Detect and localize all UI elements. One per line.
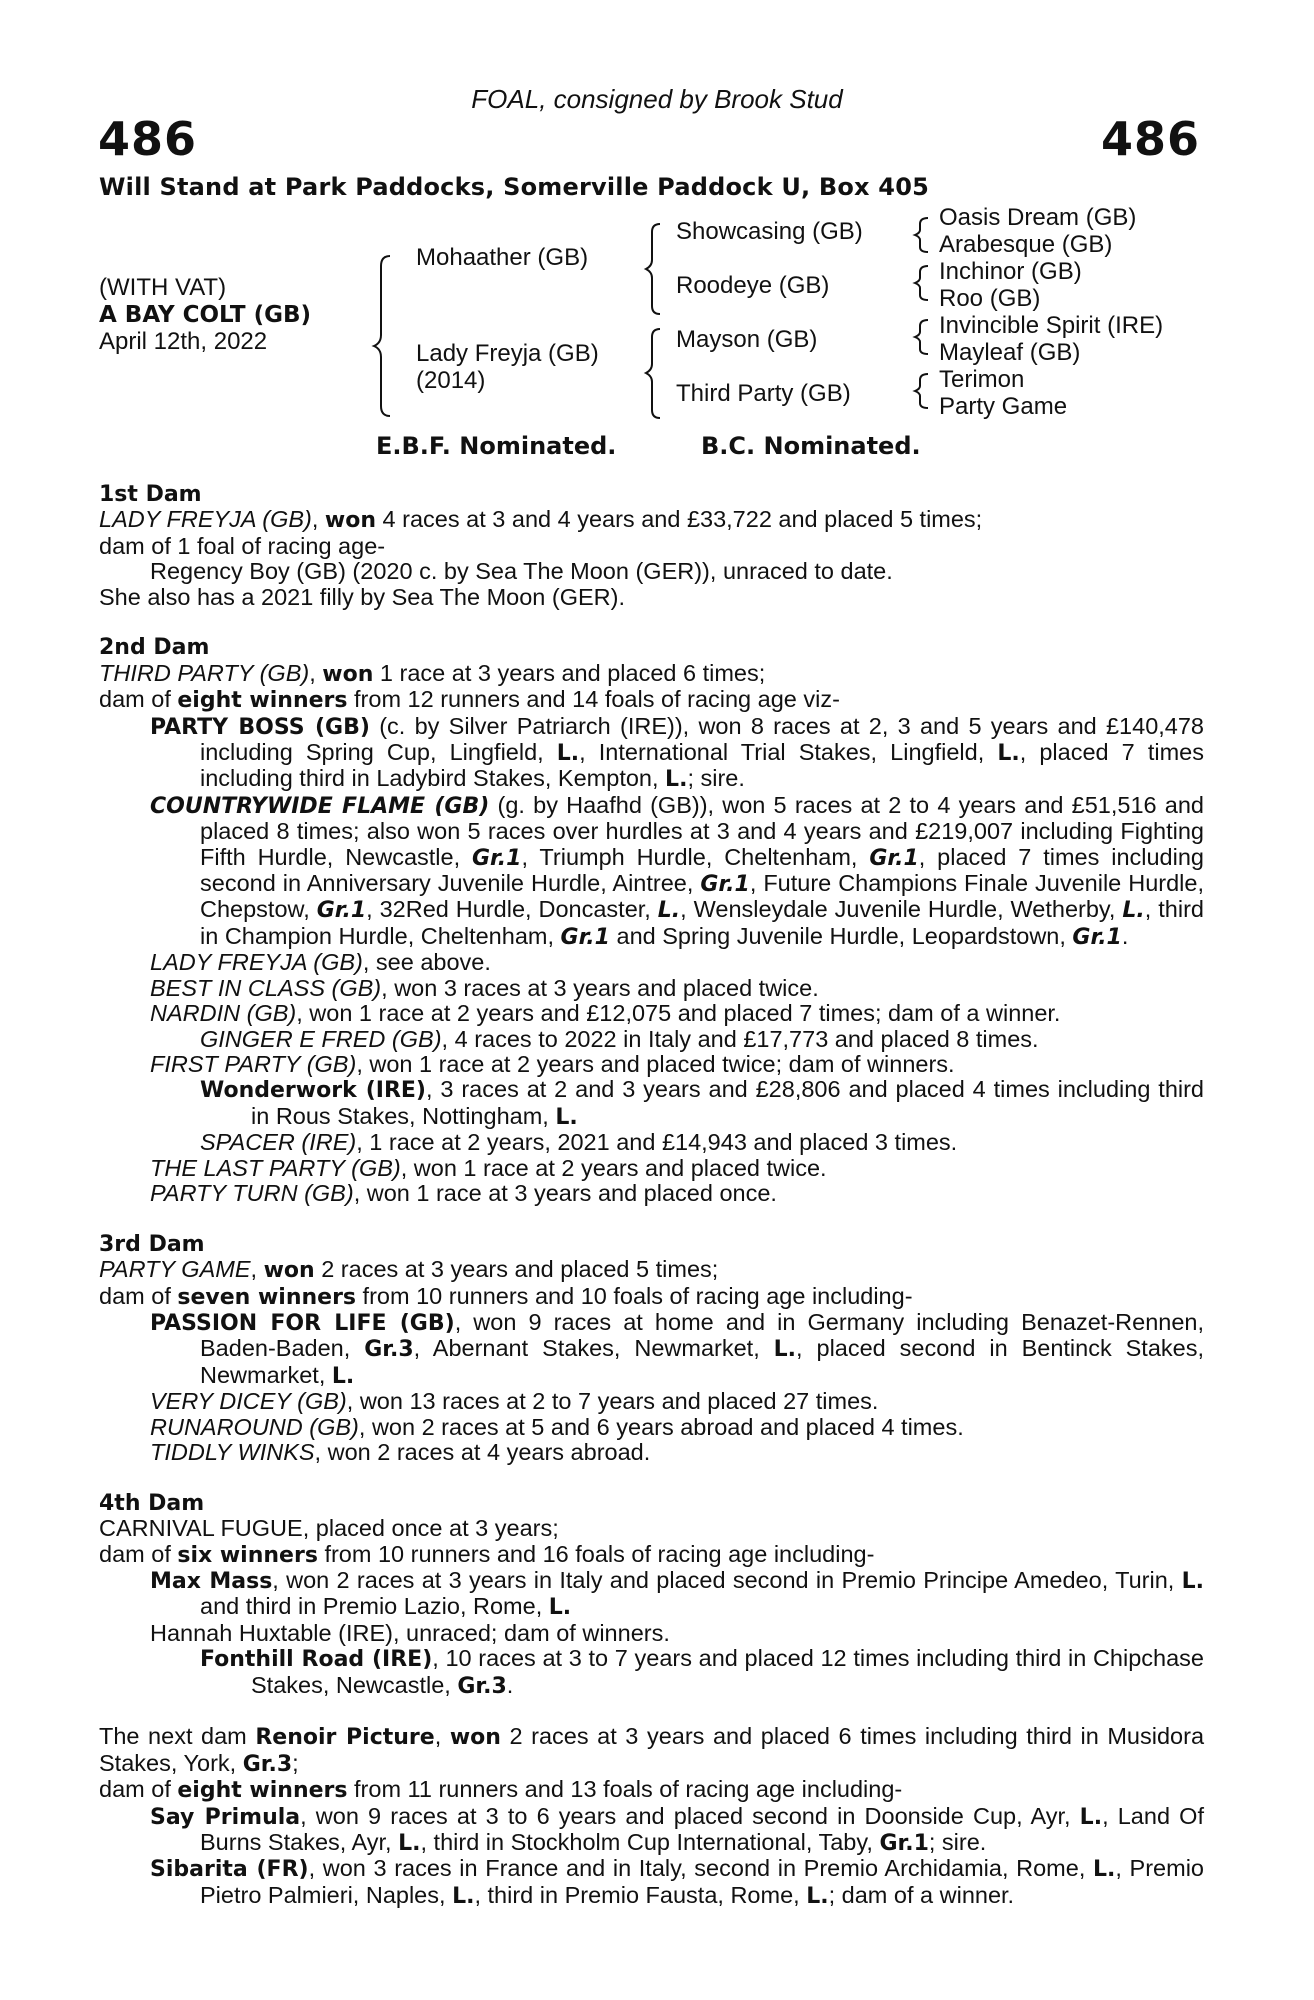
text: , Abernant Stakes, Newmarket, [413,1335,774,1362]
text: ; dam of a winner. [828,1881,1015,1908]
second-dam-heading: 2nd Dam [99,635,210,661]
text: from 10 runners and 10 foals of racing age including- [356,1282,913,1309]
listed-mark: L. [806,1883,829,1909]
text: . [1121,922,1129,949]
produce-tiddly-winks [99,1440,1204,1465]
text: , [309,659,323,686]
produce-countrywide-flame [99,793,1204,950]
produce-the-last-party [99,1156,1204,1181]
stable-location: Will Stand at Park Paddocks, Somerville Paddock U, Box 405 [99,173,929,201]
produce-best-in-class [99,976,1204,1001]
group-mark: Gr.3 [364,1337,414,1363]
text: and third in Premio Lazio, Rome, [200,1593,549,1620]
text: , won 1 race at 2 years and £12,075 and placed 7 times; dam of a winner. [296,1000,1061,1027]
produce-lady-freyja [99,950,1204,975]
listed-mark: L. [398,1831,421,1857]
listed-mark: L. [665,767,688,793]
text: , won 9 races at home and in Germany including Benazet-Rennen, Baden-Baden, [200,1308,1205,1362]
horse-name: Max Mass [150,1569,273,1595]
listed-mark: L. [773,1337,797,1363]
text: from 11 runners and 13 foals of racing age including- [347,1776,903,1803]
text: , placed second in Bentinck Stakes, Newmarket, [200,1335,1204,1388]
second-dam-line [99,661,1204,687]
horse-name: THE LAST PARTY (GB) [150,1154,401,1181]
produce-very-dicey [99,1389,1204,1414]
text: , Premio Pietro Palmieri, Naples, [200,1855,1204,1908]
pedigree-gen2-3: Mayson (GB) [676,326,818,353]
horse-name: LADY FREYJA (GB) [99,506,312,533]
text: , third in Premio Fausta, Rome, [474,1881,807,1908]
horse-name: Wonderwork (IRE) [200,1078,426,1104]
horse-name: FIRST PARTY (GB) [150,1050,357,1077]
horse-name: Fonthill Road (IRE) [200,1647,433,1673]
text: ; [292,1749,299,1776]
text: , won 1 race at 2 years and placed twice. [400,1154,827,1181]
catalogue-body [99,482,1204,1909]
dam-year: (2014) [416,367,486,394]
text: , [250,1256,264,1283]
produce-nardin [99,1001,1204,1026]
text: and Spring Juvenile Hurdle, Leopardstown, [609,922,1073,949]
text: , Triumph Hurdle, Cheltenham, [521,843,870,870]
text: dam of [99,1282,178,1309]
listed-mark: L. [1093,1857,1116,1883]
group-mark: Gr.1 [316,898,367,924]
text: , 1 race at 2 years, 2021 and £14,943 and placed 3 times. [356,1129,958,1156]
text: , placed 7 times including second in Anniversary Juvenile Hurdle, Aintree, [200,843,1204,897]
text: , won 9 races at 3 to 6 years and placed second in Doonside Cup, Ayr, [300,1802,1080,1829]
text: , Future Champions Finale Juvenile Hurdle, Chepstow, [200,870,1204,923]
pedigree-gen3-3: Inchinor (GB) [939,258,1082,285]
produce-passion-for-life [99,1310,1204,1389]
listed-mark: L. [1122,898,1145,924]
first-dam-produce-intro: dam of 1 foal of racing age- [99,532,386,559]
listed-mark: L. [331,1363,355,1389]
pedigree-gen2-2: Roodeye (GB) [676,272,830,299]
text: ; sire. [687,765,745,792]
second-dam-produce-intro [99,687,1204,713]
text: , 10 races at 3 to 7 years and placed 12 times including third in Chipchase Stakes, Newcastle, [251,1645,1205,1698]
listed-mark: L. [657,898,681,924]
won-label: won [322,661,374,687]
first-dam-note: She also has a 2021 filly by Sea The Moon (GER). [99,583,625,610]
produce-ginger-e-fred [99,1027,1204,1052]
text: , won 2 races at 5 and 6 years abroad and placed 4 times. [358,1413,964,1440]
produce-party-turn [99,1181,1204,1206]
text: 2 races at 3 years and placed 5 times; [314,1256,719,1283]
group-mark: Gr.3 [242,1751,293,1777]
pedigree-gen2-4: Third Party (GB) [676,380,851,407]
ebf-nominated: E.B.F. Nominated. [376,432,617,460]
listed-mark: L. [1079,1804,1103,1830]
text: (c. by Silver Patriarch (IRE)), won 8 races at 2, 3 and 5 years and £140,478 including Spring Cup, Lingfield, [200,712,1205,766]
listed-mark: L. [548,1595,572,1621]
horse-name: Renoir Picture [255,1725,435,1751]
text: , 32Red Hurdle, Doncaster, [366,896,658,923]
text: , Wensleydale Juvenile Hurdle, Wetherby, [680,896,1123,923]
horse-name: COUNTRYWIDE FLAME (GB) [150,793,490,819]
listed-mark: L. [555,1104,578,1130]
pedigree-gen3-4: Roo (GB) [939,285,1041,312]
next-dam-line [99,1724,1204,1777]
text: , won 13 races at 2 to 7 years and placed 27 times. [346,1388,879,1415]
produce-hannah-huxtable: Hannah Huxtable (IRE), unraced; dam of winners. [150,1619,670,1646]
text: , 4 races to 2022 in Italy and £17,773 and placed 8 times. [441,1025,1039,1052]
text: , won 3 races at 3 years and placed twice. [381,974,819,1001]
lot-number-right: 486 [1100,112,1200,166]
text: , Land Of Burns Stakes, Ayr, [200,1802,1204,1856]
horse-name: TIDDLY WINKS [150,1439,315,1465]
produce-max-mass [99,1568,1204,1621]
horse-name: PASSION FOR LIFE (GB) [150,1310,455,1336]
text: dam of [99,1540,178,1567]
text: . [506,1671,514,1698]
horse-name: VERY DICEY (GB) [150,1388,347,1415]
pedigree-gen3-7: Terimon [939,366,1025,393]
third-dam-produce-intro [99,1284,1204,1310]
consignor-line: FOAL, consigned by Brook Stud [471,84,843,114]
sire-name: Mohaather (GB) [416,244,589,271]
text: from 10 runners and 16 foals of racing age including- [317,1540,875,1567]
horse-name: Say Primula [150,1804,301,1830]
horse-name: PARTY BOSS (GB) [150,714,370,740]
text: (g. by Haafhd (GB)), won 5 races at 2 to 4 years and £51,516 and placed 8 times; also won 5 races over hurdles at 3 and 4 years and £219,007 including Fighting Fifth Hurdle, Newcastle, [200,791,1204,870]
listed-mark: L. [997,741,1020,767]
first-dam-heading: 1st Dam [99,482,202,507]
produce-wonderwork [99,1077,1204,1130]
pedigree-gen3-1: Oasis Dream (GB) [939,204,1137,231]
horse-name: LADY FREYJA (GB) [150,949,363,976]
text: , International Trial Stakes, Lingfield, [579,739,998,766]
produce-say-primula [99,1804,1204,1857]
fourth-dam-produce-intro [99,1542,1204,1568]
group-mark: Gr.3 [457,1673,507,1699]
text: ; sire. [928,1829,987,1856]
horse-name: PARTY TURN (GB) [150,1179,354,1206]
pedigree-gen3-5: Invincible Spirit (IRE) [939,312,1164,339]
text: , 3 races at 2 and 3 years and £28,806 and placed 4 times including third in Rous Stakes, Nottingham, [251,1076,1205,1129]
text: , placed 7 times including third in Ladybird Stakes, Kempton, [200,739,1204,792]
text: from 12 runners and 14 foals of racing age viz- [347,686,840,713]
text: , won 2 races at 4 years abroad. [314,1439,651,1465]
produce-party-boss [99,714,1204,793]
text: , won 3 races in France and in Italy, second in Premio Archidamia, Rome, [308,1855,1093,1882]
text: 4 races at 3 and 4 years and £33,722 and placed 5 times; [376,506,983,533]
produce-runaround [99,1415,1204,1440]
group-mark: Gr.1 [869,845,919,871]
group-mark: Gr.1 [472,845,522,871]
third-dam-line [99,1257,1204,1283]
text: , won 2 races at 3 years in Italy and placed second in Premio Principe Amedeo, Turin, [272,1567,1182,1594]
horse-name: Sibarita (FR) [150,1857,309,1883]
winners-count: eight winners [177,688,348,714]
text: , won 1 race at 3 years and placed once. [353,1179,777,1206]
first-dam-line [99,507,1204,533]
text: , see above. [362,949,491,976]
horse-name: GINGER E FRED (GB) [200,1025,442,1052]
text: , won 1 race at 2 years and placed twice; dam of winners. [356,1050,955,1077]
third-dam-heading: 3rd Dam [99,1231,205,1257]
pedigree-gen3-8: Party Game [939,393,1068,420]
horse-name: NARDIN (GB) [150,1000,297,1027]
produce-spacer [99,1130,1204,1155]
won-label: won [449,1725,501,1751]
fourth-dam-line: CARNIVAL FUGUE, placed once at 3 years; [99,1515,559,1542]
horse-name: PARTY GAME [99,1256,251,1283]
text: dam of [99,686,178,713]
first-dam-produce-1: Regency Boy (GB) (2020 c. by Sea The Moon (GER)), unraced to date. [150,558,893,585]
vat-label: (WITH VAT) [99,274,227,301]
text: , third in Stockholm Cup International, Taby, [420,1829,880,1856]
horse-name: THIRD PARTY (GB) [99,659,310,686]
text: The next dam [99,1723,256,1750]
listed-mark: L. [1181,1569,1204,1595]
winners-count: eight winners [177,1778,348,1804]
next-dam-produce-intro [99,1777,1204,1803]
fourth-dam-heading: 4th Dam [99,1490,205,1516]
produce-fonthill-road [99,1646,1204,1699]
pedigree-gen3-2: Arabesque (GB) [939,231,1113,258]
bc-nominated: B.C. Nominated. [701,432,921,460]
lot-horse-name: A BAY COLT (GB) [99,302,312,328]
pedigree-table [0,204,1314,445]
winners-count: seven winners [177,1284,357,1310]
lot-number-left: 486 [98,112,198,166]
text: 2 races at 3 years and placed 6 times including third in Musidora Stakes, York, [99,1723,1205,1776]
dam-name: Lady Freyja (GB) [416,340,599,367]
group-mark: Gr.1 [700,872,750,898]
text: , [311,506,325,533]
listed-mark: L. [556,741,580,767]
horse-name: SPACER (IRE) [200,1129,357,1156]
pedigree-gen3-6: Mayleaf (GB) [939,339,1081,366]
text: 1 race at 3 years and placed 6 times; [373,659,766,686]
group-mark: Gr.1 [879,1831,929,1857]
won-label: won [324,508,377,534]
produce-sibarita [99,1856,1204,1909]
horse-name: RUNAROUND (GB) [150,1413,359,1440]
horse-name: BEST IN CLASS (GB) [150,974,382,1001]
foaling-date: April 12th, 2022 [99,328,268,355]
winners-count: six winners [177,1542,318,1568]
text: , third in Champion Hurdle, Cheltenham, [200,896,1204,949]
listed-mark: L. [452,1883,475,1909]
produce-first-party [99,1052,1204,1077]
pedigree-gen2-1: Showcasing (GB) [676,218,863,245]
group-mark: Gr.1 [1072,924,1122,950]
won-label: won [263,1258,315,1284]
text: dam of [99,1776,178,1803]
group-mark: Gr.1 [560,924,610,950]
text: , [434,1723,450,1750]
